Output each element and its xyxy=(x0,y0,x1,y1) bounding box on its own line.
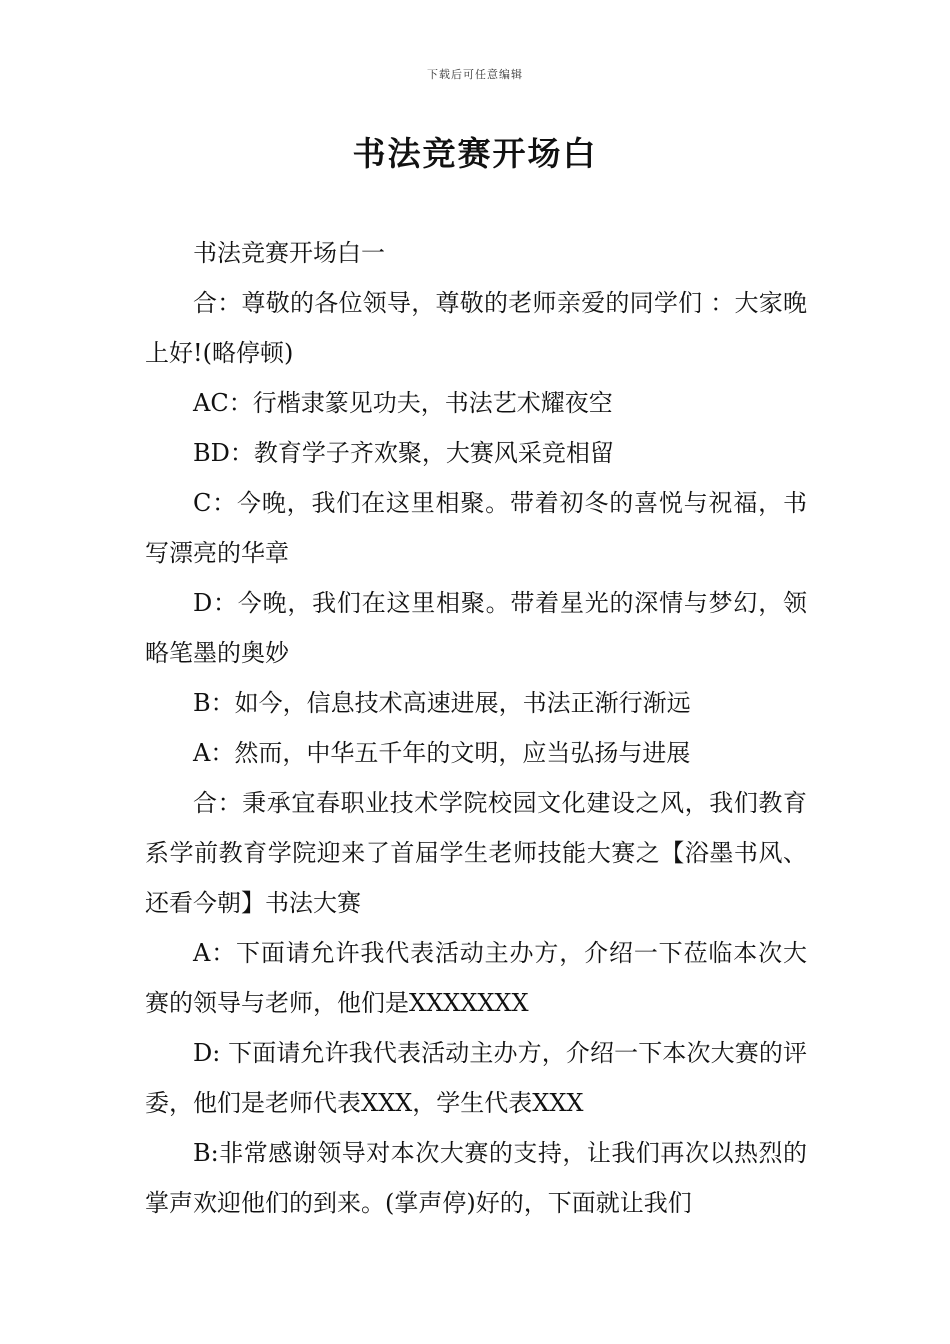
paragraph: D: 下面请允许我代表活动主办方，介绍一下本次大赛的评委，他们是老师代表XXX，学生代表XXX xyxy=(145,1039,807,1117)
header-note: 下载后可任意编辑 xyxy=(427,68,523,81)
paragraph: BD：教育学子齐欢聚，大赛风采竞相留 xyxy=(193,439,614,467)
paragraph-subtitle: 书法竞赛开场白一 xyxy=(193,239,385,267)
paragraph: C：今晚，我们在这里相聚。带着初冬的喜悦与祝福，书写漂亮的华章 xyxy=(145,489,807,567)
paragraph: A：下面请允许我代表活动主办方，介绍一下莅临本次大赛的领导与老师，他们是XXXXXXX xyxy=(145,939,807,1017)
document-title: 书法竞赛开场白 xyxy=(352,134,598,173)
paragraph: 合：尊敬的各位领导，尊敬的老师亲爱的同学们 ：大家晚上好!(略停顿) xyxy=(145,289,807,367)
paragraph: D：今晚，我们在这里相聚。带着星光的深情与梦幻，领略笔墨的奥妙 xyxy=(145,589,807,667)
paragraph: A：然而，中华五千年的文明，应当弘扬与进展 xyxy=(193,739,691,767)
paragraph: 合：秉承宜春职业技术学院校园文化建设之风，我们教育系学前教育学院迎来了首届学生老师技能大赛之【浴墨书风、还看今朝】书法大赛 xyxy=(145,789,807,917)
paragraph: B:非常感谢领导对本次大赛的支持，让我们再次以热烈的掌声欢迎他们的到来。(掌声停)好的，下面就让我们 xyxy=(145,1139,807,1217)
paragraph: AC：行楷隶篆见功夫，书法艺术耀夜空 xyxy=(193,389,613,417)
paragraph: B：如今，信息技术高速进展，书法正渐行渐远 xyxy=(193,689,691,717)
document-body xyxy=(145,228,807,1228)
